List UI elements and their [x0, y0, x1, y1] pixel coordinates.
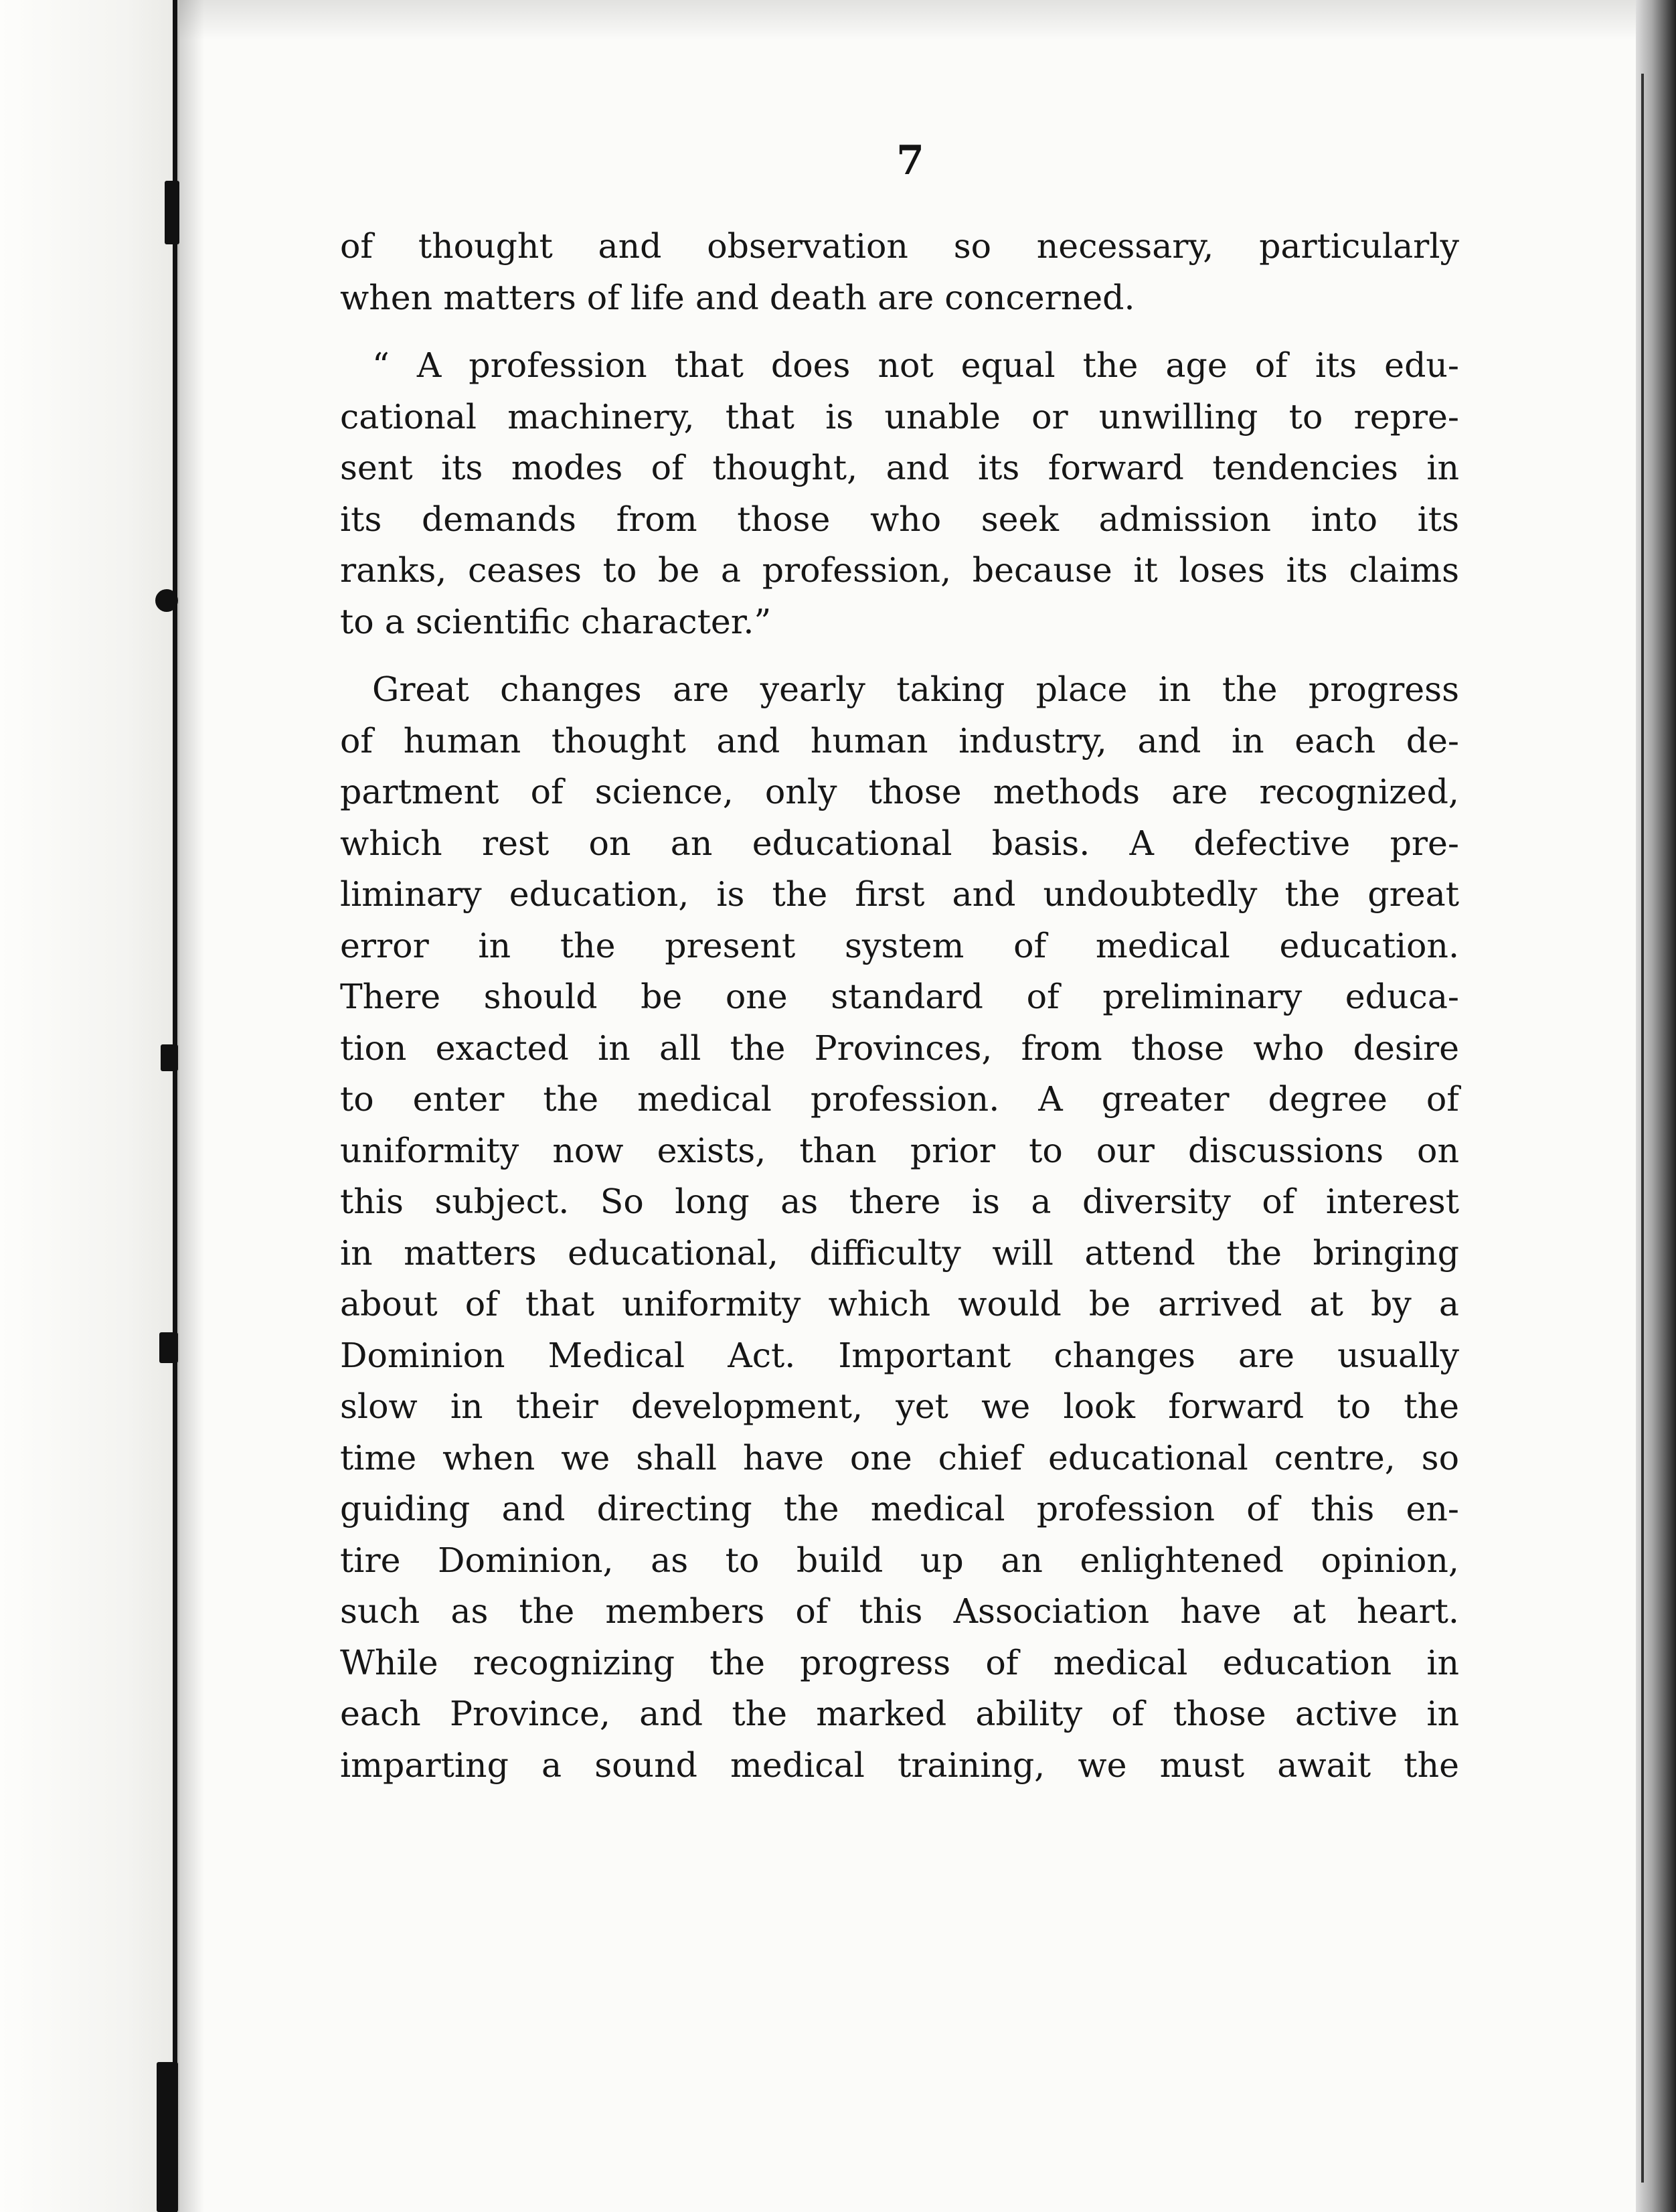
text-line: each Province, and the marked ability of those active in [340, 1694, 1459, 1733]
text-line: uniformity now exists, than prior to our discussions on [340, 1130, 1459, 1170]
text-line: of thought and observation so necessary, particularly [340, 226, 1459, 266]
spine-edge [173, 0, 177, 2212]
text-line: this subject. So long as there is a diversity of interest [340, 1182, 1459, 1221]
text-line: “ A profession that does not equal the age of its edu- [372, 345, 1459, 385]
text-line: which rest on an educational basis. A defective pre- [340, 823, 1459, 863]
binding-gutter [0, 0, 179, 2212]
text-line: imparting a sound medical training, we must await the [340, 1745, 1459, 1785]
binding-thread-mark [155, 589, 178, 612]
text-line: cational machinery, that is unable or unwilling to repre- [340, 396, 1459, 437]
page-number: 7 [896, 137, 924, 184]
text-line: sent its modes of thought, and its forward tendencies in [340, 448, 1459, 487]
body-text [340, 221, 1459, 1791]
text-line: when matters of life and death are concerned. [340, 277, 1135, 317]
text-line: error in the present system of medical education. [340, 925, 1459, 965]
text-line: tire Dominion, as to build up an enlightened opinion, [340, 1540, 1459, 1580]
top-shadow [179, 0, 1636, 40]
text-line: tion exacted in all the Provinces, from those who desire [340, 1028, 1459, 1068]
text-line: slow in their development, yet we look forward to the [340, 1387, 1459, 1426]
text-line: to a scientific character.” [340, 601, 772, 641]
binding-thread-mark [157, 2062, 178, 2212]
text-line: about of that uniformity which would be arrived at by a [340, 1284, 1459, 1324]
text-line: time when we shall have one chief educational centre, so [340, 1437, 1459, 1478]
text-line: ranks, ceases to be a profession, because it loses its claims [340, 550, 1459, 590]
spine-shadow [177, 0, 204, 2212]
text-line: of human thought and human industry, and in each de- [340, 720, 1459, 761]
text-line: Dominion Medical Act. Important changes are usually [340, 1335, 1459, 1375]
binding-thread-mark [165, 181, 179, 244]
paragraph-2-quote [340, 340, 1459, 647]
text-line: such as the members of this Association have at heart. [340, 1591, 1459, 1631]
paragraph-1 [340, 221, 1459, 323]
binding-thread-mark [159, 1332, 178, 1363]
text-line: liminary education, is the first and undoubtedly the great [340, 874, 1459, 914]
text-line: to enter the medical profession. A greater degree of [340, 1079, 1459, 1119]
text-line: guiding and directing the medical profession of this en- [340, 1489, 1459, 1528]
text-line: partment of science, only those methods are recognized, [340, 772, 1459, 811]
binding-thread-mark [161, 1044, 178, 1071]
page-right-edge-line [1641, 74, 1644, 2183]
paragraph-3 [340, 664, 1459, 1791]
text-line: While recognizing the progress of medical education in [340, 1642, 1459, 1682]
text-line: its demands from those who seek admission into its [340, 499, 1459, 539]
text-line: There should be one standard of preliminary educa- [340, 977, 1459, 1016]
text-line: Great changes are yearly taking place in the progress [372, 669, 1459, 709]
text-line: in matters educational, difficulty will attend the bringing [340, 1233, 1459, 1273]
